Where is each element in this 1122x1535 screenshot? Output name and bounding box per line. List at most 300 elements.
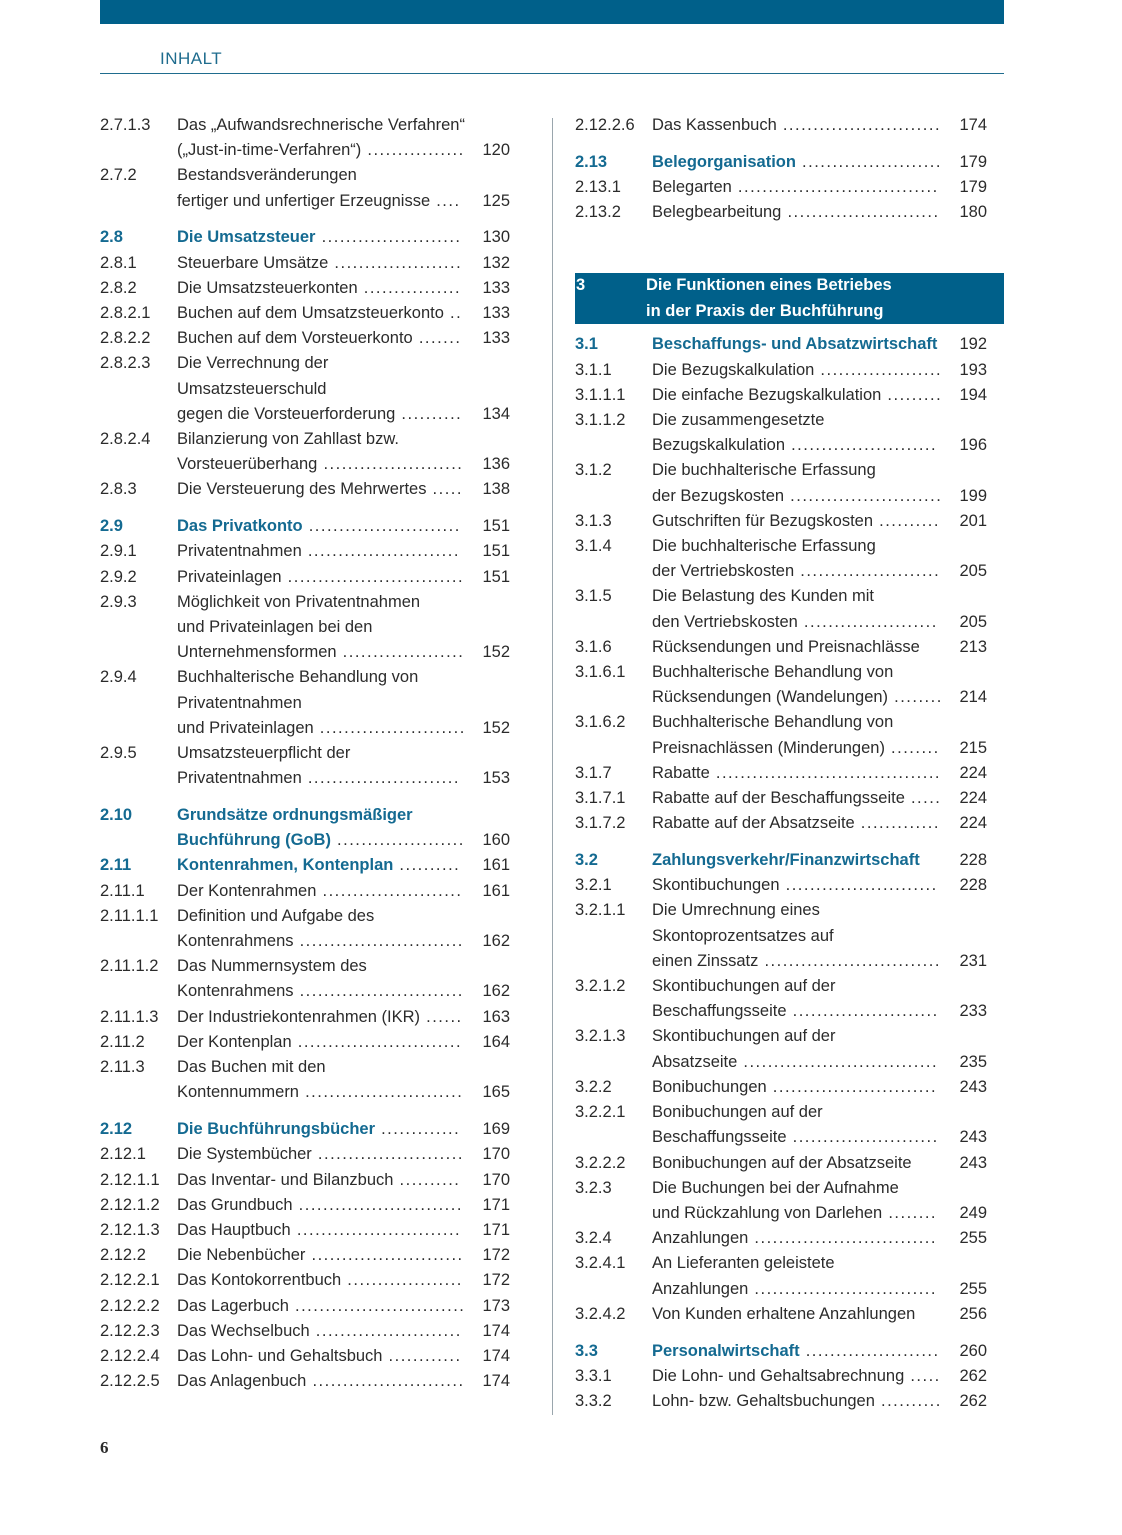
entry-title: Die Belastung des Kunden mit den Vertriebskosten ...................... [652,587,938,631]
toc-section-entry [575,150,987,175]
entry-number: 2.8.2.2 [100,329,151,348]
entry-page: 179 [959,152,987,171]
entry-page: 133 [482,304,510,323]
toc-entry [575,1251,987,1301]
toc-entry [100,904,510,954]
leader-dots: ........................... [293,932,464,951]
toc-entry [575,1151,987,1176]
leader-dots: ........................ [311,1145,464,1164]
leader-dots: ................................. [731,178,939,196]
toc-entry [575,1364,987,1389]
entry-page: 173 [482,1296,510,1315]
entry-title: Bilanzierung von Zahllast bzw. Vorsteuerüberhang ....................... [177,430,464,474]
entry-page: 125 [482,191,510,210]
leader-dots: ........................ [786,1002,939,1021]
toc-entry [100,539,510,564]
toc-entry [575,113,987,138]
toc-entry [575,1075,987,1100]
toc-entry [100,1142,510,1167]
entry-page: 120 [482,141,510,160]
entry-number: 3.2 [575,851,598,870]
leader-dots: ....................... [315,228,462,247]
leader-dots: ................................ [737,1052,939,1071]
entry-page: 255 [959,1229,987,1248]
entry-title: Bonibuchungen auf der Absatzseite [652,1153,912,1172]
leader-dots: ........................... [766,1077,938,1096]
leader-dots: .. [443,304,463,323]
entry-number: 3.2.3 [575,1178,612,1197]
toc-entry [100,1369,510,1394]
entry-title: Das Nummernsystem des Kontenrahmens ........................... [177,957,464,1001]
leader-dots: .................... [336,643,465,662]
toc-entry [575,408,987,458]
entry-number: 2.12.1.3 [100,1220,160,1239]
toc-section-entry [100,853,510,878]
entry-number: 2.8.2.1 [100,304,151,323]
entry-number: 2.12.2.5 [100,1372,160,1391]
leader-dots: ............................. [758,951,941,970]
entry-page: 162 [482,982,510,1001]
entry-number: 2.8.2.3 [100,354,151,373]
entry-page: 199 [959,486,987,505]
entry-page: 262 [959,1366,987,1385]
entry-page: 161 [482,881,510,900]
entry-page: 171 [482,1195,510,1214]
entry-number: 3.2.1.3 [575,1027,626,1046]
entry-page: 160 [482,831,510,850]
toc-entry [575,534,987,584]
entry-number: 3.1.5 [575,587,612,606]
toc-entry [100,954,510,1004]
entry-title: Belegarten ................................. [652,178,939,196]
entry-number: 3.1.1.1 [575,385,626,404]
entry-page: 169 [482,1120,510,1139]
entry-title: Personalwirtschaft ...................... [652,1341,940,1360]
entry-number: 2.12.2.6 [575,116,635,134]
entry-page: 201 [959,511,987,530]
toc-entry [100,741,510,791]
entry-title: Bonibuchungen ........................... [652,1077,938,1096]
entry-page: 228 [959,876,987,895]
leader-dots: ........ [884,738,940,757]
entry-number: 3.2.1.1 [575,901,626,920]
entry-title: Das Hauptbuch ........................... [177,1220,462,1239]
entry-number: 2.9.3 [100,592,137,611]
leader-dots: ..................................... [709,763,941,782]
leader-dots: ................ [357,278,462,297]
leader-dots: ......... [881,385,943,404]
entry-page: 151 [482,567,510,586]
toc-right-bottom [575,332,987,1414]
entry-title: Möglichkeit von Privatentnahmen und Privateinlagen bei den Unternehmensformen .................... [177,592,465,662]
toc-entry [575,710,987,760]
leader-dots: ........................... [290,1220,462,1239]
entry-number: 2.11.3 [100,1058,145,1077]
entry-title: Beschaffungs- und Absatzwirtschaft [652,335,938,354]
entry-page: 224 [959,763,987,782]
leader-dots: ......................... [784,486,943,505]
leader-dots: ..... [426,480,463,499]
toc-entry [100,1243,510,1268]
chapter-number: 3 [576,276,586,295]
entry-title: Skontibuchungen auf der Beschaffungsseite ........................ [652,977,939,1021]
header-rule [100,73,1004,74]
entry-title: Belegorganisation ....................... [652,152,942,171]
leader-dots: ........................ [786,1128,939,1147]
entry-title: Das Inventar- und Bilanzbuch .......... [177,1170,461,1189]
entry-title: Die Umsatzsteuerkonten ................ [177,278,462,297]
entry-title: Die einfache Bezugskalkulation ......... [652,385,943,404]
entry-number: 3.2.4.1 [575,1254,626,1273]
entry-page: 243 [959,1128,987,1147]
entry-number: 3.1.6 [575,637,612,656]
toc-section-entry [100,225,510,250]
entry-page: 243 [959,1153,987,1172]
entry-page: 205 [959,612,987,631]
entry-title: Die Buchungen bei der Aufnahme und Rückzahlung von Darlehen ........ [652,1178,938,1222]
leader-dots: .......... [393,856,461,875]
entry-number: 2.9 [100,517,123,536]
entry-title: Buchhalterische Behandlung von Rücksendungen (Wandelungen) ........ [652,663,943,707]
entry-title: Buchhalterische Behandlung von Preisnachlässen (Minderungen) ........ [652,713,940,757]
entry-title: Anzahlungen .............................. [652,1229,937,1248]
entry-page: 171 [482,1220,510,1239]
toc-entry [575,1302,987,1327]
entry-title: Das „Aufwandsrechnerische Verfahren“ („Just-in-time-Verfahren“) ................ [177,116,465,160]
entry-page: 224 [959,814,987,833]
toc-section-entry [100,1117,510,1142]
toc-entry [575,898,987,974]
entry-title: Buchen auf dem Vorsteuerkonto ....... [177,329,462,348]
entry-title: An Lieferanten geleistete Anzahlungen .............................. [652,1254,937,1298]
entry-page: 255 [959,1279,987,1298]
toc-entry [575,761,987,786]
entry-page: 179 [959,178,987,196]
leader-dots: ....................... [317,455,464,474]
entry-title: Das Buchen mit den Kontennummern .......................... [177,1058,464,1102]
toc-entry [100,351,510,427]
entry-number: 2.12.1.2 [100,1195,160,1214]
leader-dots: ......................... [306,1372,465,1391]
chapter-banner [575,273,1004,324]
entry-page: 174 [959,116,987,134]
entry-page: 174 [482,1346,510,1365]
toc-entry [575,635,987,660]
entry-page: 161 [482,856,510,875]
leader-dots: .......................... [299,1083,464,1102]
entry-number: 2.12.1 [100,1145,146,1164]
toc-entry [575,509,987,534]
entry-number: 2.9.4 [100,668,137,687]
entry-title: Die Verrechnung der Umsatzsteuerschuld gegen die Vorsteuerforderung .......... [177,354,463,423]
leader-dots: ..................... [330,831,465,850]
entry-page: 196 [959,436,987,455]
toc-entry [100,1055,510,1105]
entry-title: Definition und Aufgabe des Kontenrahmens ........................... [177,906,464,951]
toc-entry [575,383,987,408]
entry-page: 152 [482,643,510,662]
leader-dots: ........................... [293,982,464,1001]
entry-page: 151 [482,542,510,561]
entry-title: Die Bezugskalkulation .................... [652,360,943,379]
entry-number: 3.1.7 [575,763,612,782]
toc-entry [575,974,987,1024]
entry-number: 2.12.1.1 [100,1170,160,1189]
entry-page: 262 [959,1391,987,1410]
leader-dots: .... [430,191,461,210]
entry-number: 3.2.4.2 [575,1304,626,1323]
entry-title: Skontibuchungen auf der Absatzseite ................................ [652,1027,939,1071]
toc-entry [575,1389,987,1414]
toc-entry [100,665,510,741]
leader-dots: .......................... [776,116,942,134]
entry-page: 172 [482,1246,510,1265]
entry-number: 2.8.3 [100,480,137,499]
entry-number: 3.3.1 [575,1366,612,1385]
leader-dots: .............................. [748,1229,937,1248]
entry-title: Die Umrechnung eines Skontoprozentsatzes auf einen Zinssatz ............................. [652,901,941,970]
entry-number: 2.7.2 [100,166,137,185]
toc-entry [575,200,987,225]
toc-right-top [575,113,987,225]
entry-page: 214 [959,688,987,707]
entry-number: 3.1.1 [575,360,612,379]
entry-title: Das Kassenbuch .......................... [652,116,942,134]
toc-entry [100,1294,510,1319]
toc-section-entry [100,803,510,853]
entry-number: 2.10 [100,806,133,825]
entry-number: 2.11.1.1 [100,906,159,925]
entry-page: 260 [959,1341,987,1360]
entry-page: 194 [959,385,987,404]
toc-section-entry [575,1339,987,1364]
entry-page: 235 [959,1052,987,1071]
toc-section-entry [575,848,987,873]
leader-dots: ............................ [288,1296,466,1315]
entry-title: Skontibuchungen ......................... [652,876,938,895]
entry-page: 130 [482,228,510,247]
entry-number: 3.1.1.2 [575,411,626,430]
toc-entry [575,811,987,836]
entry-number: 3.2.1.2 [575,977,626,996]
leader-dots: .......... [393,1170,461,1189]
entry-number: 2.8 [100,228,123,247]
entry-number: 3.1.2 [575,461,612,480]
leader-dots: ..... [904,789,942,808]
toc-entry [575,175,987,200]
entry-title: Die buchhalterische Erfassung der Vertriebskosten ....................... [652,537,941,581]
toc-entry [100,1268,510,1293]
entry-page: 152 [482,718,510,737]
leader-dots: ........ [882,1203,938,1222]
toc-entry [100,1319,510,1344]
entry-title: Die Systembücher ........................ [177,1145,464,1164]
entry-page: 243 [959,1077,987,1096]
leader-dots: ...................... [797,612,938,631]
entry-title: Zahlungsverkehr/Finanzwirtschaft [652,851,920,870]
entry-title: Das Anlagenbuch ......................... [177,1372,465,1391]
entry-title: Buchhalterische Behandlung von Privatentnahmen und Privateinlagen ........................ [177,668,466,737]
entry-number: 2.13.2 [575,203,621,222]
entry-number: 2.9.2 [100,567,137,586]
header-bar [100,0,1004,24]
entry-title: Der Kontenplan ........................... [177,1032,463,1051]
entry-number: 3.2.2.1 [575,1103,626,1122]
leader-dots: .......... [395,404,463,423]
leader-dots: .......... [874,1391,942,1410]
leader-dots: ..... [904,1366,941,1385]
entry-page: 193 [959,360,987,379]
entry-page: 134 [482,404,510,423]
entry-page: 136 [482,455,510,474]
toc-entry [100,163,510,213]
entry-title: Der Industriekontenrahmen (IKR) ...... [177,1007,463,1026]
toc-entry [100,1344,510,1369]
toc-section-entry [100,514,510,539]
toc-entry [100,113,510,163]
toc-entry [575,358,987,383]
entry-number: 3.3.2 [575,1391,612,1410]
entry-title: Das Wechselbuch ........................ [177,1321,462,1340]
column-divider [552,118,553,1415]
leader-dots: ....................... [794,562,941,581]
entry-number: 2.11.1 [100,881,145,900]
entry-title: Das Kontokorrentbuch ................... [177,1271,463,1290]
entry-number: 2.11.1.3 [100,1007,159,1026]
toc-entry [100,427,510,477]
entry-title: Rücksendungen und Preisnachlässe [652,637,920,656]
toc-entry [100,326,510,351]
leader-dots: ....... [412,329,462,348]
leader-dots: ......................... [302,517,461,536]
entry-page: 133 [482,329,510,348]
entry-title: Gutschriften für Bezugskosten .......... [652,511,940,530]
entry-page: 215 [959,738,987,757]
toc-entry [575,584,987,634]
entry-title: Die Umsatzsteuer ....................... [177,228,462,247]
entry-title: Bonibuchungen auf der Beschaffungsseite ........................ [652,1103,939,1147]
leader-dots: ......................... [781,203,940,222]
toc-entry [575,786,987,811]
entry-page: 256 [959,1304,987,1323]
entry-page: 165 [482,1083,510,1102]
entry-title: Das Lohn- und Gehaltsbuch ............ [177,1346,462,1365]
entry-title: Die zusammengesetzte Bezugskalkulation ........................ [652,411,938,455]
entry-number: 2.11 [100,856,132,875]
entry-title: Umsatzsteuerpflicht der Privatentnahmen ......................... [177,744,460,788]
entry-number: 3.1.4 [575,537,612,556]
entry-title: Rabatte auf der Absatzseite ............. [652,814,940,833]
entry-number: 2.12 [100,1120,133,1139]
entry-page: 180 [959,203,987,222]
entry-number: 3.2.2 [575,1077,612,1096]
entry-page: 174 [482,1321,510,1340]
entry-number: 3.3 [575,1341,598,1360]
leader-dots: .................... [814,360,943,379]
entry-number: 2.8.2.4 [100,430,151,449]
entry-number: 3.2.4 [575,1229,612,1248]
entry-number: 2.12.2 [100,1246,146,1265]
entry-number: 2.12.2.2 [100,1296,160,1315]
entry-number: 3.1 [575,335,598,354]
entry-title: Steuerbare Umsätze ..................... [177,253,463,272]
toc-entry [100,477,510,502]
entry-number: 2.8.2 [100,278,137,297]
entry-page: 138 [482,480,510,499]
leader-dots: ........................... [291,1032,463,1051]
leader-dots: ...... [420,1007,463,1026]
entry-page: 151 [482,517,510,536]
entry-page: 228 [959,851,987,870]
entry-number: 2.8.1 [100,253,137,272]
entry-page: 213 [959,637,987,656]
toc-entry [575,660,987,710]
entry-page: 231 [959,951,987,970]
entry-number: 2.9.5 [100,744,137,763]
entry-number: 3.1.7.2 [575,814,626,833]
entry-number: 3.2.2.2 [575,1153,626,1172]
entry-title: Kontenrahmen, Kontenplan .......... [177,856,461,875]
toc-entry [100,590,510,666]
entry-title: Belegbearbeitung ......................... [652,203,940,222]
toc-entry [575,1024,987,1074]
leader-dots: ................... [341,1271,463,1290]
leader-dots: ....................... [316,881,463,900]
leader-dots: ............. [854,814,940,833]
entry-title: Die Versteuerung des Mehrwertes ..... [177,480,463,499]
leader-dots: ................ [361,141,465,160]
entry-page: 172 [482,1271,510,1290]
entry-number: 3.1.7.1 [575,789,626,808]
entry-page: 192 [959,335,987,354]
entry-number: 2.13.1 [575,178,621,196]
toc-entry [575,1226,987,1251]
leader-dots: ....................... [795,152,942,171]
toc-entry [575,1176,987,1226]
entry-title: Die buchhalterische Erfassung der Bezugskosten ......................... [652,461,943,505]
leader-dots: ............................. [281,567,465,586]
entry-page: 174 [482,1372,510,1391]
toc-right-column [575,113,987,1414]
entry-title: Das Lagerbuch ............................ [177,1296,466,1315]
leader-dots: ............ [382,1346,462,1365]
leader-dots: ............. [375,1120,461,1139]
entry-title: Privatentnahmen ......................... [177,542,460,561]
entry-number: 2.11.2 [100,1032,145,1051]
entry-title: Grundsätze ordnungsmäßiger Buchführung (GoB) ..................... [177,806,465,850]
entry-number: 2.12.2.4 [100,1346,160,1365]
toc-section-entry [575,332,987,357]
leader-dots: ...................... [799,1341,940,1360]
entry-page: 170 [482,1170,510,1189]
entry-page: 224 [959,789,987,808]
entry-number: 2.13 [575,152,608,171]
leader-dots: ..................... [328,253,463,272]
entry-page: 164 [482,1032,510,1051]
leader-dots: ........................ [785,436,938,455]
toc-left-column [100,113,510,1394]
toc-entry [100,879,510,904]
leader-dots: ......................... [301,542,460,561]
entry-title: Buchen auf dem Umsatzsteuerkonto .. [177,304,463,323]
entry-title: Das Grundbuch ........................... [177,1195,463,1214]
entry-title: Lohn- bzw. Gehaltsbuchungen .......... [652,1391,942,1410]
toc-entry [100,565,510,590]
entry-number: 2.12.2.1 [100,1271,160,1290]
leader-dots: ........................ [309,1321,462,1340]
leader-dots: .............................. [748,1279,937,1298]
toc-entry [100,276,510,301]
